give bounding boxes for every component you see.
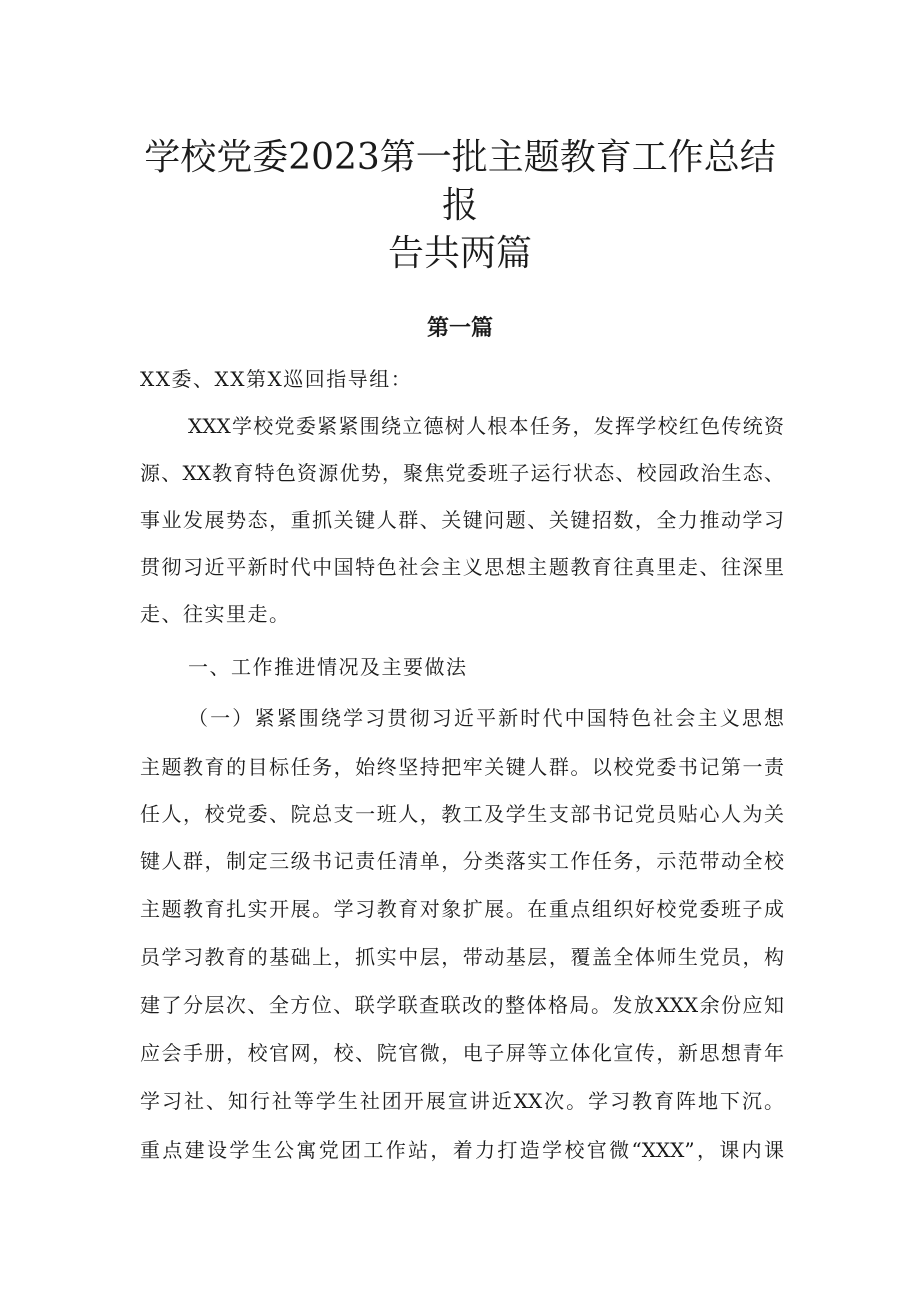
paragraph-line: 重点建设学生公寓党团工作站，着力打造学校官微“XXX”，课内课 <box>140 1138 784 1162</box>
document-title-line-1: 学校党委2023第一批主题教育工作总结报 <box>144 137 776 226</box>
paragraph-line: 主题教育的目标任务，始终坚持把牢关键人群。以校党委书记第一责 <box>140 755 784 779</box>
paragraph-line: 主题教育扎实开展。学习教育对象扩展。在重点组织好校党委班子成 <box>140 897 784 921</box>
document-title-line-2: 告共两篇 <box>387 233 532 274</box>
section-heading: 第一篇 <box>426 316 493 341</box>
document-title <box>130 134 790 278</box>
paragraph-line: 任人，校党委、院总支一班人，教工及学生支部书记党员贴心人为关 <box>140 802 784 826</box>
salutation-line: XX委、XX第X巡回指导组： <box>140 367 413 391</box>
paragraph-line: 员学习教育的基础上，抓实中层，带动基层，覆盖全体师生党员，构 <box>140 945 784 969</box>
paragraph-line: 学习社、知行社等学生社团开展宣讲近XX次。学习教育阵地下沉。 <box>140 1089 784 1113</box>
paragraph-line: 键人群，制定三级书记责任清单，分类落实工作任务，示范带动全校 <box>140 849 784 873</box>
paragraph-line: XXX学校党委紧紧围绕立德树人根本任务，发挥学校红色传统资 <box>188 414 784 438</box>
paragraph-line: 建了分层次、全方位、联学联查联改的整体格局。发放XXX余份应知 <box>140 993 784 1017</box>
subheading-line: 一、工作推进情况及主要做法 <box>188 655 468 679</box>
paragraph-line: 走、往实里走。 <box>140 602 291 626</box>
paragraph-line: 应会手册，校官网，校、院官微，电子屏等立体化宣传，新思想青年 <box>140 1041 784 1065</box>
paragraph-line: （一）紧紧围绕学习贯彻习近平新时代中国特色社会主义思想 <box>188 706 784 730</box>
paragraph-line: 贯彻习近平新时代中国特色社会主义思想主题教育往真里走、往深里 <box>140 555 784 579</box>
paragraph-line: 源、XX教育特色资源优势，聚焦党委班子运行状态、校园政治生态、 <box>140 461 784 485</box>
paragraph-line: 事业发展势态，重抓关键人群、关键问题、关键招数，全力推动学习 <box>140 508 784 532</box>
